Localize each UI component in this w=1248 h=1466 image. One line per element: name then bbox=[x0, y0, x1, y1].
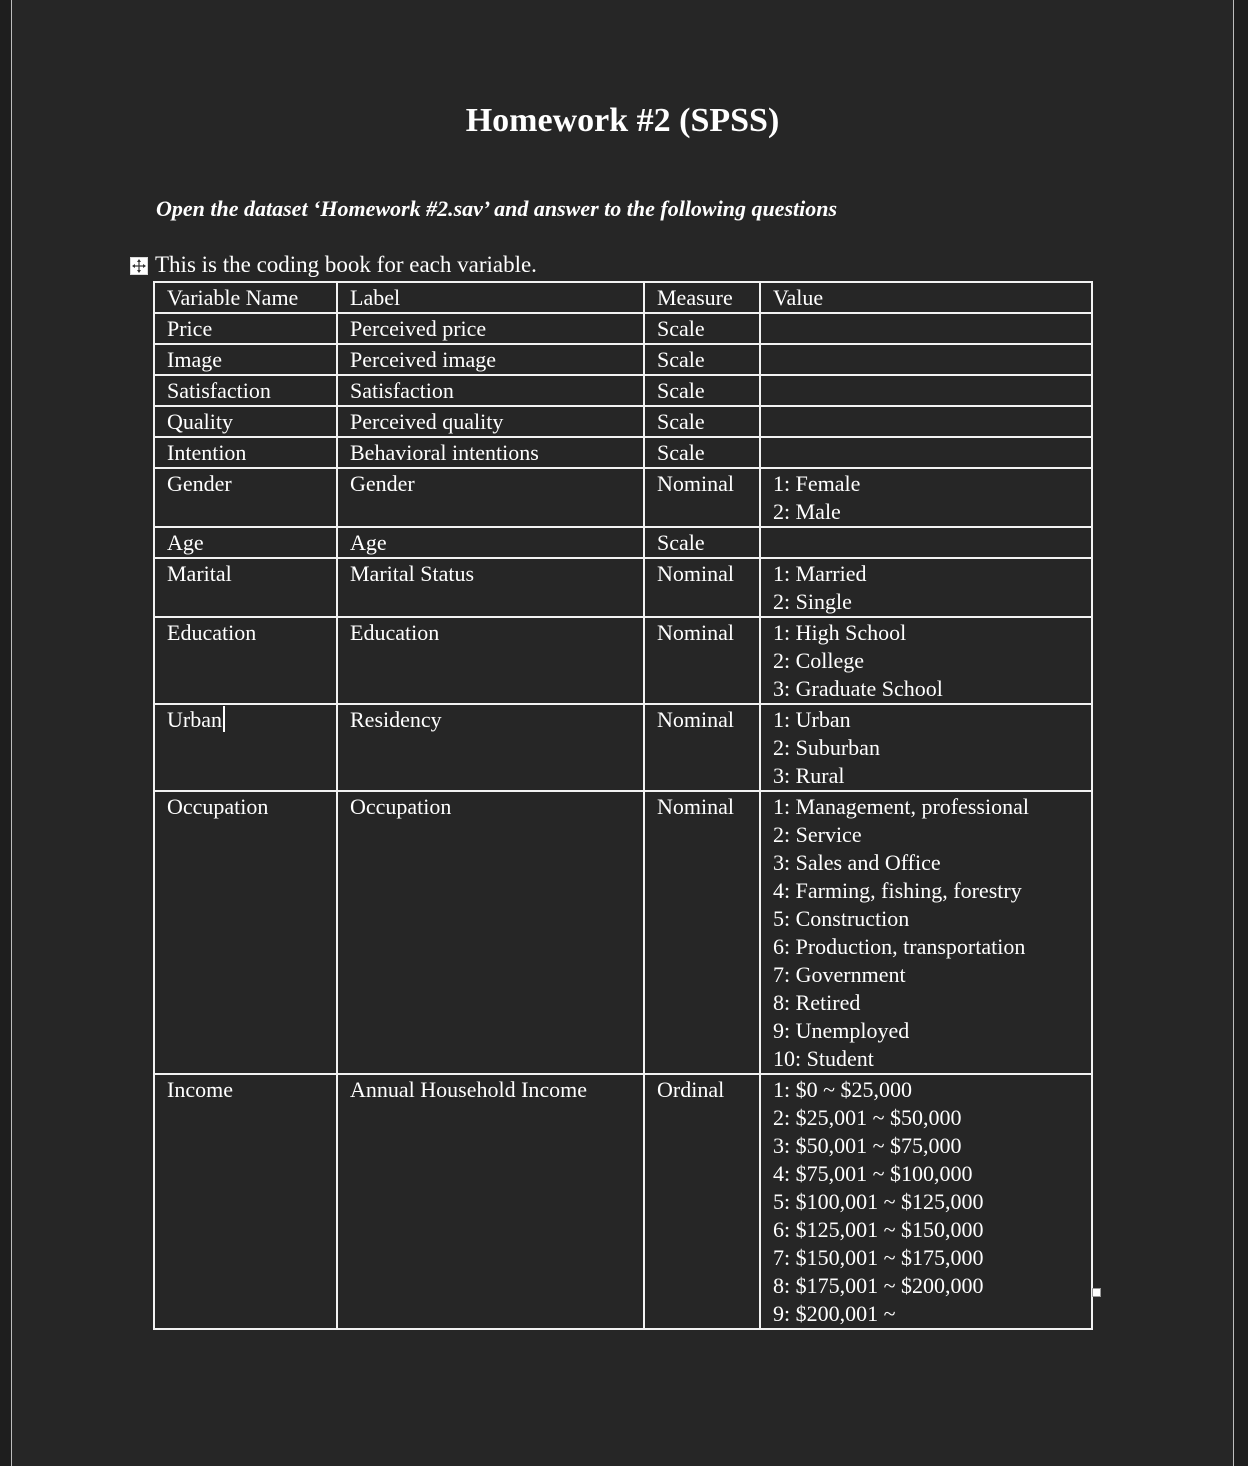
measure-cell: Scale bbox=[644, 375, 760, 406]
label-cell: Education bbox=[337, 617, 644, 704]
value-code: 3: Sales and Office bbox=[773, 850, 941, 875]
table-row bbox=[154, 558, 1092, 617]
table-row bbox=[154, 1074, 1092, 1329]
label-cell: Perceived price bbox=[337, 313, 644, 344]
value-code: 1: High School bbox=[773, 620, 907, 645]
table-row bbox=[154, 617, 1092, 704]
document-title: Homework #2 (SPSS) bbox=[465, 102, 780, 139]
measure-cell: Scale bbox=[644, 406, 760, 437]
table-row bbox=[154, 344, 1092, 375]
value-code: 6: Production, transportation bbox=[773, 934, 1026, 959]
value-code: 8: $175,001 ~ $200,000 bbox=[773, 1273, 984, 1298]
value-code: 1: Urban bbox=[773, 707, 851, 732]
label-cell: Annual Household Income bbox=[337, 1074, 644, 1329]
variable-name-cell: Urban bbox=[154, 704, 337, 791]
value-code: 2: $25,001 ~ $50,000 bbox=[773, 1105, 962, 1130]
label-cell: Satisfaction bbox=[337, 375, 644, 406]
value-cell bbox=[760, 344, 1092, 375]
value-cell bbox=[760, 375, 1092, 406]
variable-name-cell: Age bbox=[154, 527, 337, 558]
label-cell: Marital Status bbox=[337, 558, 644, 617]
value-code: 2: Single bbox=[773, 589, 852, 614]
table-row bbox=[154, 468, 1092, 527]
value-code: 1: Married bbox=[773, 561, 867, 586]
table-row bbox=[154, 704, 1092, 791]
table-row bbox=[154, 437, 1092, 468]
header-value: Value bbox=[760, 282, 1092, 313]
label-cell: Occupation bbox=[337, 791, 644, 1074]
value-cell bbox=[760, 558, 1092, 617]
variable-name-cell: Gender bbox=[154, 468, 337, 527]
intro-text: This is the coding book for each variable. bbox=[155, 252, 537, 277]
document-page bbox=[11, 0, 1234, 1466]
value-code: 3: Graduate School bbox=[773, 676, 943, 701]
header-variable-name: Variable Name bbox=[154, 282, 337, 313]
variable-name-cell: Price bbox=[154, 313, 337, 344]
value-code: 7: $150,001 ~ $175,000 bbox=[773, 1245, 984, 1270]
measure-cell: Scale bbox=[644, 344, 760, 375]
value-code: 4: $75,001 ~ $100,000 bbox=[773, 1161, 973, 1186]
measure-cell: Nominal bbox=[644, 617, 760, 704]
table-row bbox=[154, 313, 1092, 344]
table-row bbox=[154, 527, 1092, 558]
table-resize-handle[interactable] bbox=[1092, 1288, 1101, 1297]
measure-cell: Scale bbox=[644, 437, 760, 468]
variable-name-cell: Income bbox=[154, 1074, 337, 1329]
measure-cell: Scale bbox=[644, 527, 760, 558]
table-row bbox=[154, 406, 1092, 437]
value-cell bbox=[760, 468, 1092, 527]
value-code: 3: $50,001 ~ $75,000 bbox=[773, 1133, 962, 1158]
coding-book-table bbox=[153, 281, 1093, 1330]
value-code: 2: Male bbox=[773, 499, 841, 524]
header-measure: Measure bbox=[644, 282, 760, 313]
value-cell bbox=[760, 406, 1092, 437]
table-header-row bbox=[154, 282, 1092, 313]
variable-name-cell: Education bbox=[154, 617, 337, 704]
label-cell: Behavioral intentions bbox=[337, 437, 644, 468]
value-code: 9: $200,001 ~ bbox=[773, 1301, 896, 1326]
value-cell bbox=[760, 1074, 1092, 1329]
label-cell: Age bbox=[337, 527, 644, 558]
value-code: 10: Student bbox=[773, 1046, 874, 1071]
value-code: 5: Construction bbox=[773, 906, 910, 931]
variable-name-cell: Occupation bbox=[154, 791, 337, 1074]
value-code: 7: Government bbox=[773, 962, 906, 987]
table-move-handle-icon[interactable] bbox=[130, 257, 148, 275]
value-code: 2: College bbox=[773, 648, 865, 673]
value-code: 2: Service bbox=[773, 822, 862, 847]
value-code: 6: $125,001 ~ $150,000 bbox=[773, 1217, 984, 1242]
value-code: 4: Farming, fishing, forestry bbox=[773, 878, 1022, 903]
measure-cell: Scale bbox=[644, 313, 760, 344]
value-cell bbox=[760, 437, 1092, 468]
value-cell bbox=[760, 527, 1092, 558]
measure-cell: Ordinal bbox=[644, 1074, 760, 1329]
instruction-text: Open the dataset ‘Homework #2.sav’ and answer to the following questions bbox=[156, 196, 838, 221]
measure-cell: Nominal bbox=[644, 558, 760, 617]
value-code: 8: Retired bbox=[773, 990, 861, 1015]
measure-cell: Nominal bbox=[644, 791, 760, 1074]
value-code: 5: $100,001 ~ $125,000 bbox=[773, 1189, 984, 1214]
label-cell: Perceived quality bbox=[337, 406, 644, 437]
label-cell: Residency bbox=[337, 704, 644, 791]
variable-name-cell: Satisfaction bbox=[154, 375, 337, 406]
header-label: Label bbox=[337, 282, 644, 313]
value-code: 3: Rural bbox=[773, 763, 845, 788]
variable-name-cell: Marital bbox=[154, 558, 337, 617]
label-cell: Perceived image bbox=[337, 344, 644, 375]
value-cell bbox=[760, 704, 1092, 791]
value-code: 9: Unemployed bbox=[773, 1018, 910, 1043]
measure-cell: Nominal bbox=[644, 468, 760, 527]
value-code: 1: $0 ~ $25,000 bbox=[773, 1077, 913, 1102]
variable-name-cell: Quality bbox=[154, 406, 337, 437]
value-code: 1: Management, professional bbox=[773, 794, 1029, 819]
value-code: 2: Suburban bbox=[773, 735, 880, 760]
value-cell bbox=[760, 313, 1092, 344]
value-cell bbox=[760, 791, 1092, 1074]
text-cursor bbox=[223, 706, 225, 732]
measure-cell: Nominal bbox=[644, 704, 760, 791]
variable-name-cell: Intention bbox=[154, 437, 337, 468]
value-cell bbox=[760, 617, 1092, 704]
table-row bbox=[154, 791, 1092, 1074]
table-row bbox=[154, 375, 1092, 406]
value-code: 1: Female bbox=[773, 471, 861, 496]
label-cell: Gender bbox=[337, 468, 644, 527]
variable-name-cell: Image bbox=[154, 344, 337, 375]
